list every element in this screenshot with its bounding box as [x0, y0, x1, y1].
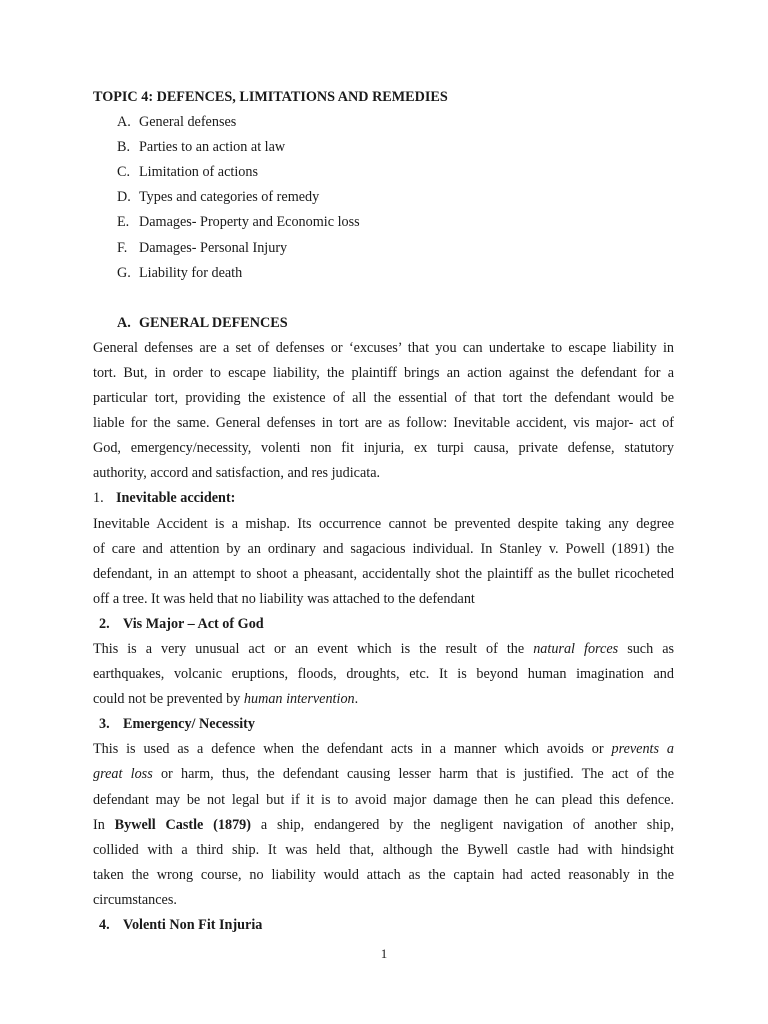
paragraph-line: God, emergency/necessity, volenti non fit injuria, ex turpi causa, private defense, statutory: [93, 440, 674, 457]
outline-item: G. Liability for death: [117, 264, 243, 281]
outline-item: E. Damages- Property and Economic loss: [117, 214, 360, 231]
outline-item: A. General defenses: [117, 114, 237, 131]
page-number: 1: [380, 946, 388, 961]
paragraph-line: defendant, in an attempt to shoot a pheasant, accidentally shot the plaintiff as the bullet ricocheted: [93, 565, 674, 582]
paragraph-line: taken the wrong course, no liability would attach as the captain had acted reasonably in the: [93, 866, 674, 883]
paragraph-line: could not be prevented by human intervention.: [93, 691, 359, 708]
vis-major-paragraph: [93, 637, 674, 712]
paragraph-line: particular tort, providing the existence of all the essential of that tort the defendant would be: [93, 390, 674, 407]
paragraph-line: tort. But, in order to escape liability, the plaintiff brings an action against the defendant for a: [93, 364, 674, 381]
paragraph-line: earthquakes, volcanic eruptions, floods, droughts, etc. It is beyond human imagination and: [93, 666, 674, 683]
topic-title: TOPIC 4: DEFENCES, LIMITATIONS AND REMEDIES: [93, 89, 448, 105]
paragraph-line: This is used as a defence when the defendant acts in a manner which avoids or prevents a: [93, 741, 674, 758]
subheading-volenti-non-fit-injuria: 4. Volenti Non Fit Injuria: [99, 917, 263, 933]
paragraph-line: circumstances.: [93, 891, 177, 908]
subheading-emergency-necessity: 3. Emergency/ Necessity: [99, 716, 255, 733]
outline-item: B. Parties to an action at law: [117, 139, 286, 156]
outline-item: C. Limitation of actions: [117, 164, 258, 181]
outline-item: F. Damages- Personal Injury: [117, 239, 288, 256]
document-body: [93, 85, 674, 938]
paragraph-line: Inevitable Accident is a mishap. Its occurrence cannot be prevented despite taking any degree: [93, 515, 674, 532]
paragraph-line: This is a very unusual act or an event which is the result of the natural forces such as: [93, 640, 675, 657]
paragraph-line: of care and attention by an ordinary and sagacious individual. In Stanley v. Powell (1891) the: [93, 540, 674, 557]
subheading-vis-major: 2. Vis Major – Act of God: [99, 615, 264, 632]
section-heading-general-defences: A. GENERAL DEFENCES: [117, 314, 288, 331]
paragraph-line: collided with a third ship. It was held that, although the Bywell castle had with hindsight: [93, 841, 674, 858]
inevitable-accident-paragraph: [93, 512, 674, 612]
topic-outline: [93, 110, 674, 286]
emergency-paragraph: [93, 737, 674, 913]
outline-item: D. Types and categories of remedy: [117, 189, 320, 206]
paragraph-line: liable for the same. General defenses in tort are as follow: Inevitable accident, vis major- act of: [93, 415, 674, 432]
paragraph-line: In Bywell Castle (1879) a ship, endangered by the negligent navigation of another ship,: [93, 816, 675, 833]
paragraph-line: defendant may be not legal but if it is to avoid major damage then he can plead this defence.: [93, 791, 674, 808]
spacer: [93, 286, 674, 311]
intro-paragraph: [93, 336, 674, 487]
paragraph-line: General defenses are a set of defenses or ‘excuses’ that you can undertake to escape liability in: [93, 339, 674, 356]
subheading-inevitable-accident: 1. Inevitable accident:: [93, 490, 236, 507]
paragraph-line: off a tree. It was held that no liability was attached to the defendant: [93, 590, 475, 607]
paragraph-line: authority, accord and satisfaction, and res judicata.: [93, 465, 381, 482]
paragraph-line: great loss or harm, thus, the defendant causing lesser harm that is justified. The act of the: [93, 766, 674, 783]
